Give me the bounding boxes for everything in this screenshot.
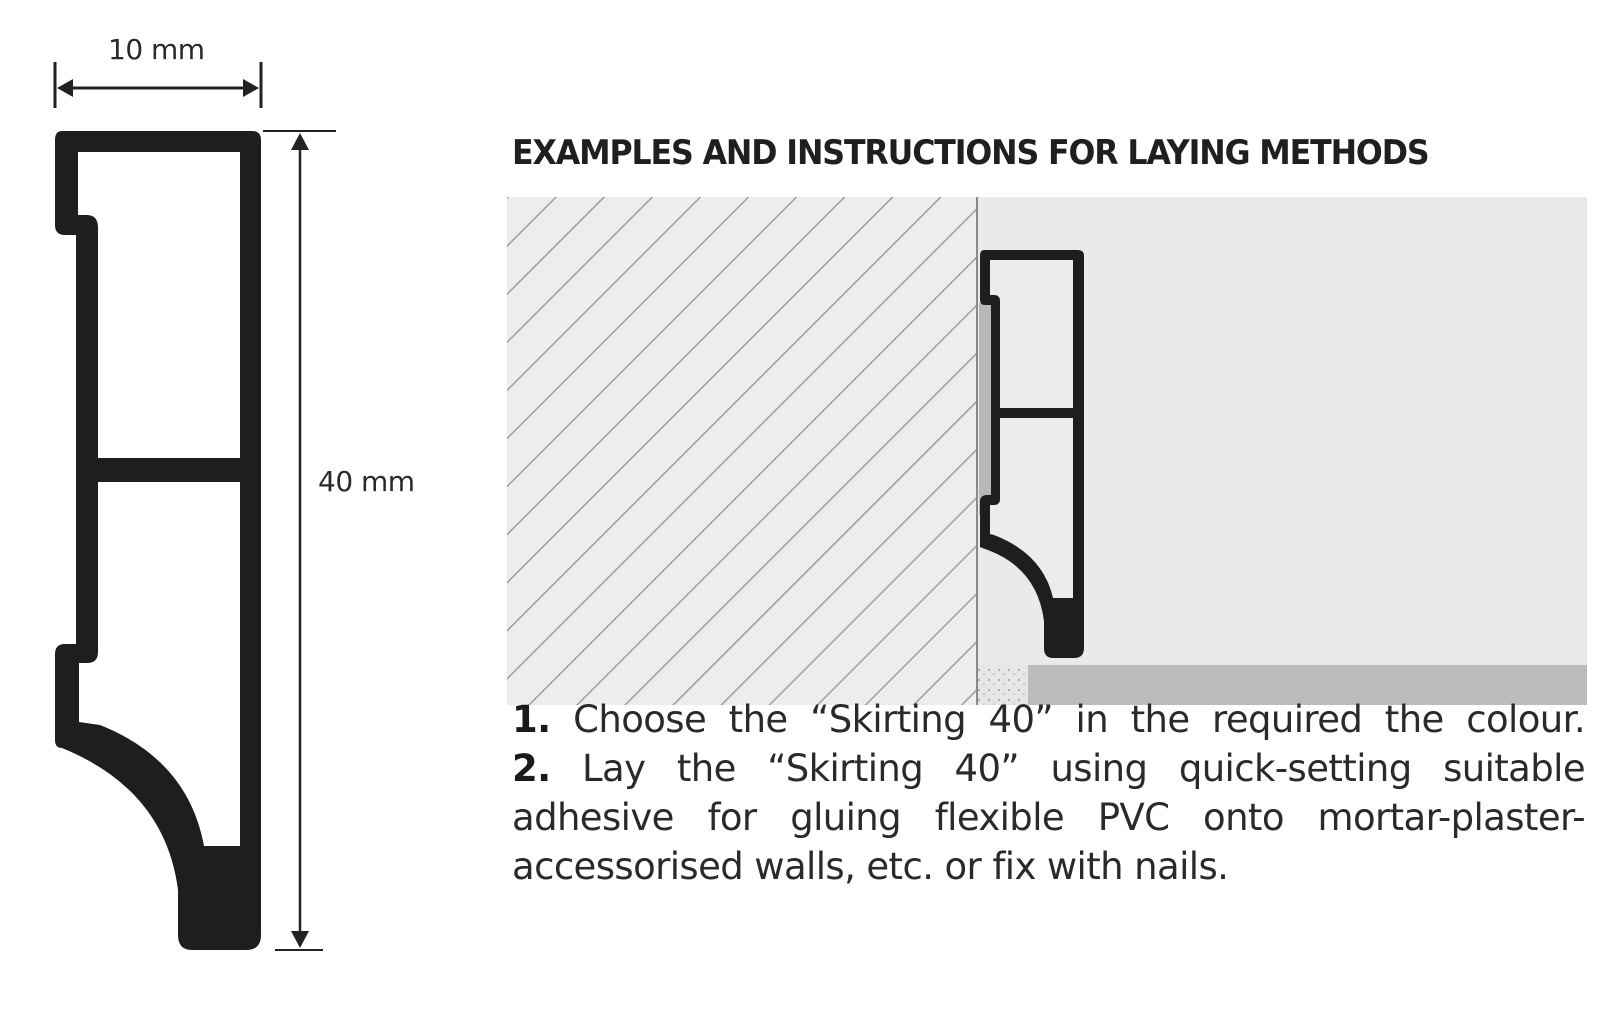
instruction-step-1 [512,695,1585,744]
width-dimension-label: 10 mm [108,33,205,66]
height-dimension-label: 40 mm [318,465,415,498]
instructions-text [512,695,1585,891]
wall-hatch [507,197,977,705]
step-text: Lay the “Skirting 40” using quick-setting suitable adhesive for gluing flexible PVC onto mortar-plaster-accessorised walls, etc. or fix with nails. [512,747,1585,888]
profile-drawing [0,0,460,1000]
step-number: 2. [512,747,551,790]
wall-section-diagram [507,197,1587,705]
section-title: EXAMPLES AND INSTRUCTIONS FOR LAYING METHODS [512,133,1429,173]
installation-diagram [507,197,1587,705]
adhesive-strip [979,303,991,515]
instruction-step-2 [512,744,1585,891]
skirting-profile-icon [0,0,460,1000]
step-number: 1. [512,698,551,741]
step-text: Choose the “Skirting 40” in the required the colour. [573,698,1585,741]
